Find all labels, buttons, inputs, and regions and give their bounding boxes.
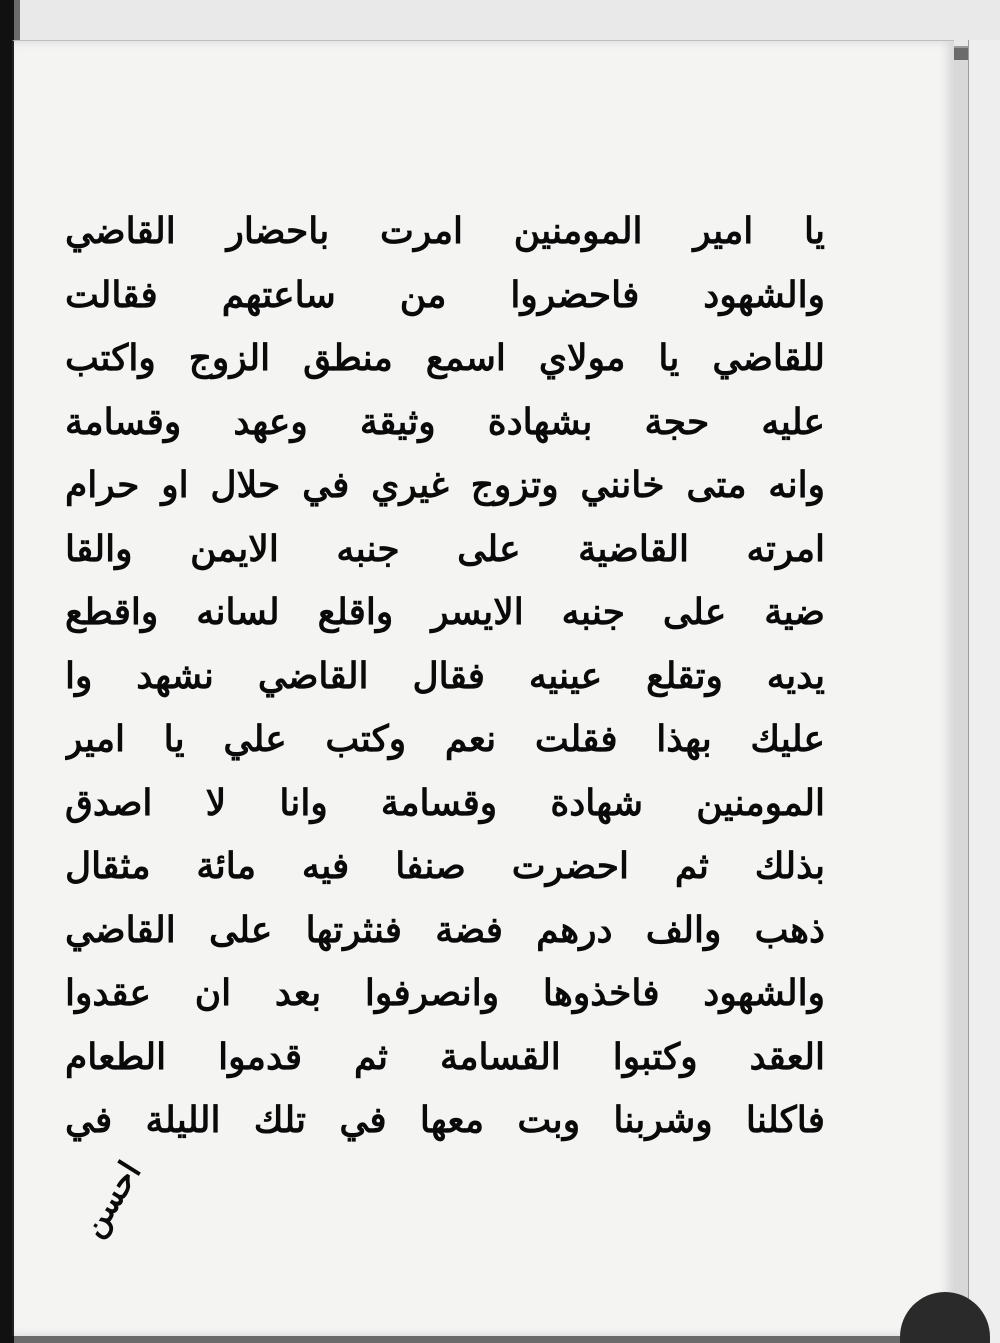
text-line: وانه متى خانني وتزوج غيري في حلال او حرام (65, 464, 825, 506)
text-line: ذهب والف درهم فضة فنثرتها على القاضي (65, 908, 825, 951)
text-line: والشهود فاحضروا من ساعتهم فقالت (65, 273, 825, 316)
text-line: فاكلنا وشربنا وبت معها في تلك الليلة في (65, 1099, 825, 1141)
catchword: احسن (73, 1154, 149, 1244)
text-line: عليك بهذا فقلت نعم وكتب علي يا امير (65, 718, 825, 760)
page-edge-outer (968, 40, 1000, 1343)
text-line: عليه حجة بشهادة وثيقة وعهد وقسامة (65, 400, 825, 443)
text-line: ضية على جنبه الايسر واقلع لسانه واقطع (65, 591, 825, 633)
text-line: العقد وكتبوا القسامة ثم قدموا الطعام (65, 1035, 825, 1078)
text-line: والشهود فاخذوها وانصرفوا بعد ان عقدوا (65, 972, 825, 1014)
manuscript-text (65, 200, 825, 1153)
text-line: بذلك ثم احضرت صنفا فيه مائة مثقال (65, 845, 825, 887)
text-line: يا امير المومنين امرت باحضار القاضي (65, 210, 825, 252)
text-line: المومنين شهادة وقسامة وانا لا اصدق (65, 781, 825, 824)
text-line: للقاضي يا مولاي اسمع منطق الزوج واكتب (65, 337, 825, 379)
text-line: امرته القاضية على جنبه الايمن والقا (65, 527, 825, 570)
text-line: يديه وتقلع عينيه فقال القاضي نشهد وا (65, 654, 825, 697)
